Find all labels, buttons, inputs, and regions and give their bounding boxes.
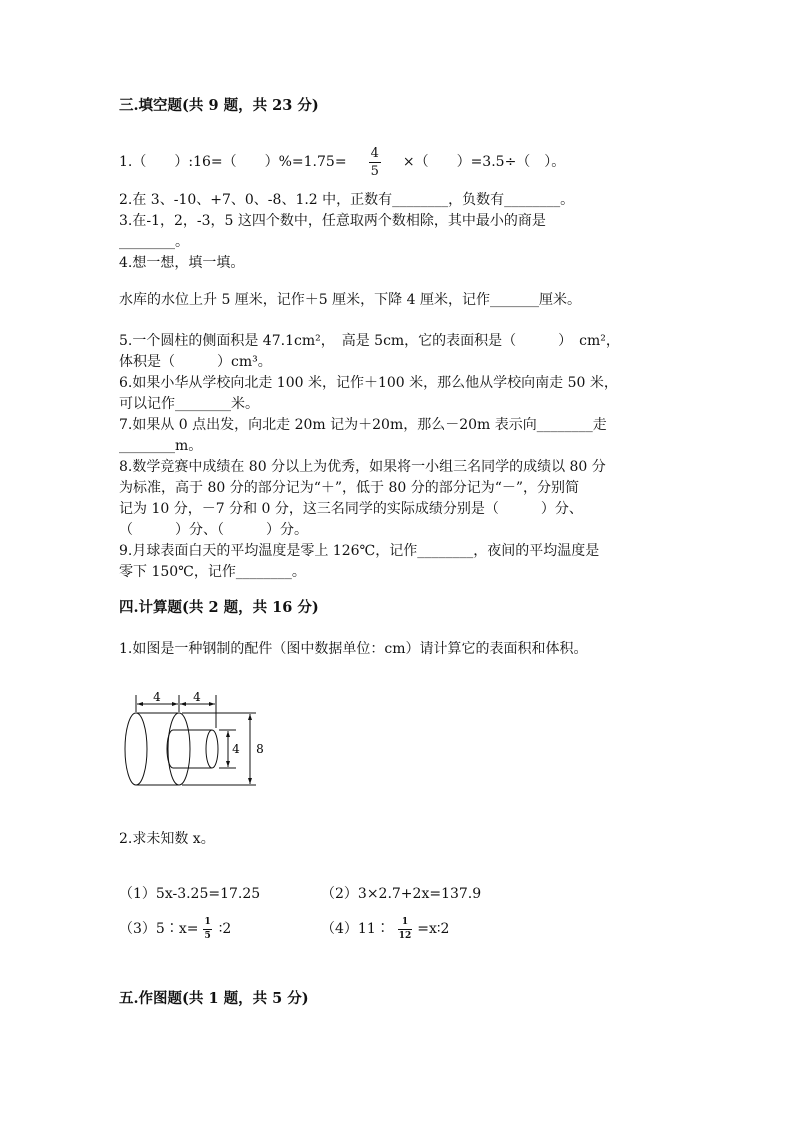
question-4-line-2: 水库的水位上升 5 厘米，记作＋5 厘米，下降 4 厘米，记作_______厘米。: [119, 292, 581, 308]
equation-4: [321, 914, 449, 944]
question-1: [119, 142, 565, 182]
calc-question-2: 2.求未知数 x。: [119, 831, 215, 847]
question-3-line-2: ________。: [119, 234, 189, 250]
question-8-line-2: 为标准，高于 80 分的部分记为“＋”，低于 80 分的部分记为“－”，分别简: [119, 480, 580, 496]
equation-2: （2）3×2.7+2x=137.9: [321, 886, 482, 902]
question-1-part-b: ×（ ）=3.5÷（ ）。: [402, 154, 566, 170]
fraction-denominator: 5: [370, 163, 379, 179]
question-2: 2.在 3、-10、+7、0、-8、1.2 中，正数有________，负数有________。: [119, 192, 575, 208]
calc-question-1: 1.如图是一种钢制的配件（图中数据单位：cm）请计算它的表面积和体积。: [119, 641, 588, 657]
fraction-numerator: 1: [401, 916, 409, 927]
length-label-left: 4: [153, 690, 161, 704]
inner-diameter-label: 4: [232, 742, 240, 756]
question-7-line-1: 7.如果从 0 点出发，向北走 20m 记为＋20m，那么－20m 表示向________走: [119, 417, 607, 433]
equation-4-prefix: （4）11∶: [321, 921, 390, 937]
question-5-line-1: 5.一个圆柱的侧面积是 47.1cm²， 高是 5cm，它的表面积是（ ） cm²，: [119, 333, 620, 349]
fraction-numerator: 4: [370, 145, 379, 161]
question-8-line-1: 8.数学竞赛中成绩在 80 分以上为优秀，如果将一小组三名同学的成绩以 80 分: [119, 459, 606, 475]
section-3-title: 三.填空题(共 9 题，共 23 分): [119, 97, 319, 114]
equation-1: （1）5x-3.25=17.25: [119, 886, 261, 902]
fraction-denominator: 5: [204, 930, 211, 941]
equation-3-suffix: ∶2: [218, 921, 232, 937]
fraction-denominator: 12: [398, 930, 412, 941]
fraction-numerator: 1: [204, 916, 211, 927]
outer-cylinder-right-end: [168, 713, 190, 785]
fraction-1-5: [203, 918, 211, 941]
cylinder-part-figure: [115, 686, 275, 796]
question-9-line-2: 零下 150℃，记作________。: [119, 564, 306, 580]
question-4-line-1: 4.想一想，填一填。: [119, 255, 245, 271]
outer-cylinder-left-end: [125, 713, 147, 785]
question-6-line-2: 可以记作________米。: [119, 396, 259, 412]
section-5-title: 五.作图题(共 1 题，共 5 分): [119, 990, 309, 1007]
inner-cylinder-right-end: [206, 730, 218, 768]
question-8-line-4: （ ）分、（ ）分。: [119, 522, 308, 538]
question-7-line-2: ________m。: [119, 438, 203, 454]
section-4-title: 四.计算题(共 2 题，共 16 分): [119, 599, 319, 616]
outer-diameter-label: 8: [256, 742, 264, 756]
equation-3-prefix: （3）5∶x=: [119, 921, 199, 937]
question-8-line-3: 记为 10 分，－7 分和 0 分，这三名同学的实际成绩分别是（ ）分、: [119, 501, 583, 517]
fraction-1-12: [398, 918, 413, 941]
equation-3: [119, 914, 231, 944]
question-1-part-a: 1.（ ）:16=（ ）%=1.75=: [119, 154, 347, 170]
question-6-line-1: 6.如果小华从学校向北走 100 米，记作＋100 米，那么他从学校向南走 50 米，: [119, 375, 618, 391]
question-5-line-2: 体积是（ ）cm³。: [119, 354, 272, 370]
equation-4-suffix: =x∶2: [417, 921, 450, 937]
question-9-line-1: 9.月球表面白天的平均温度是零上 126℃，记作________，夜间的平均温度是: [119, 543, 600, 559]
length-label-right: 4: [193, 690, 201, 704]
fraction-4-5: [369, 147, 381, 178]
question-3-line-1: 3.在-1，2，-3，5 这四个数中，任意取两个数相除，其中最小的商是: [119, 213, 546, 229]
